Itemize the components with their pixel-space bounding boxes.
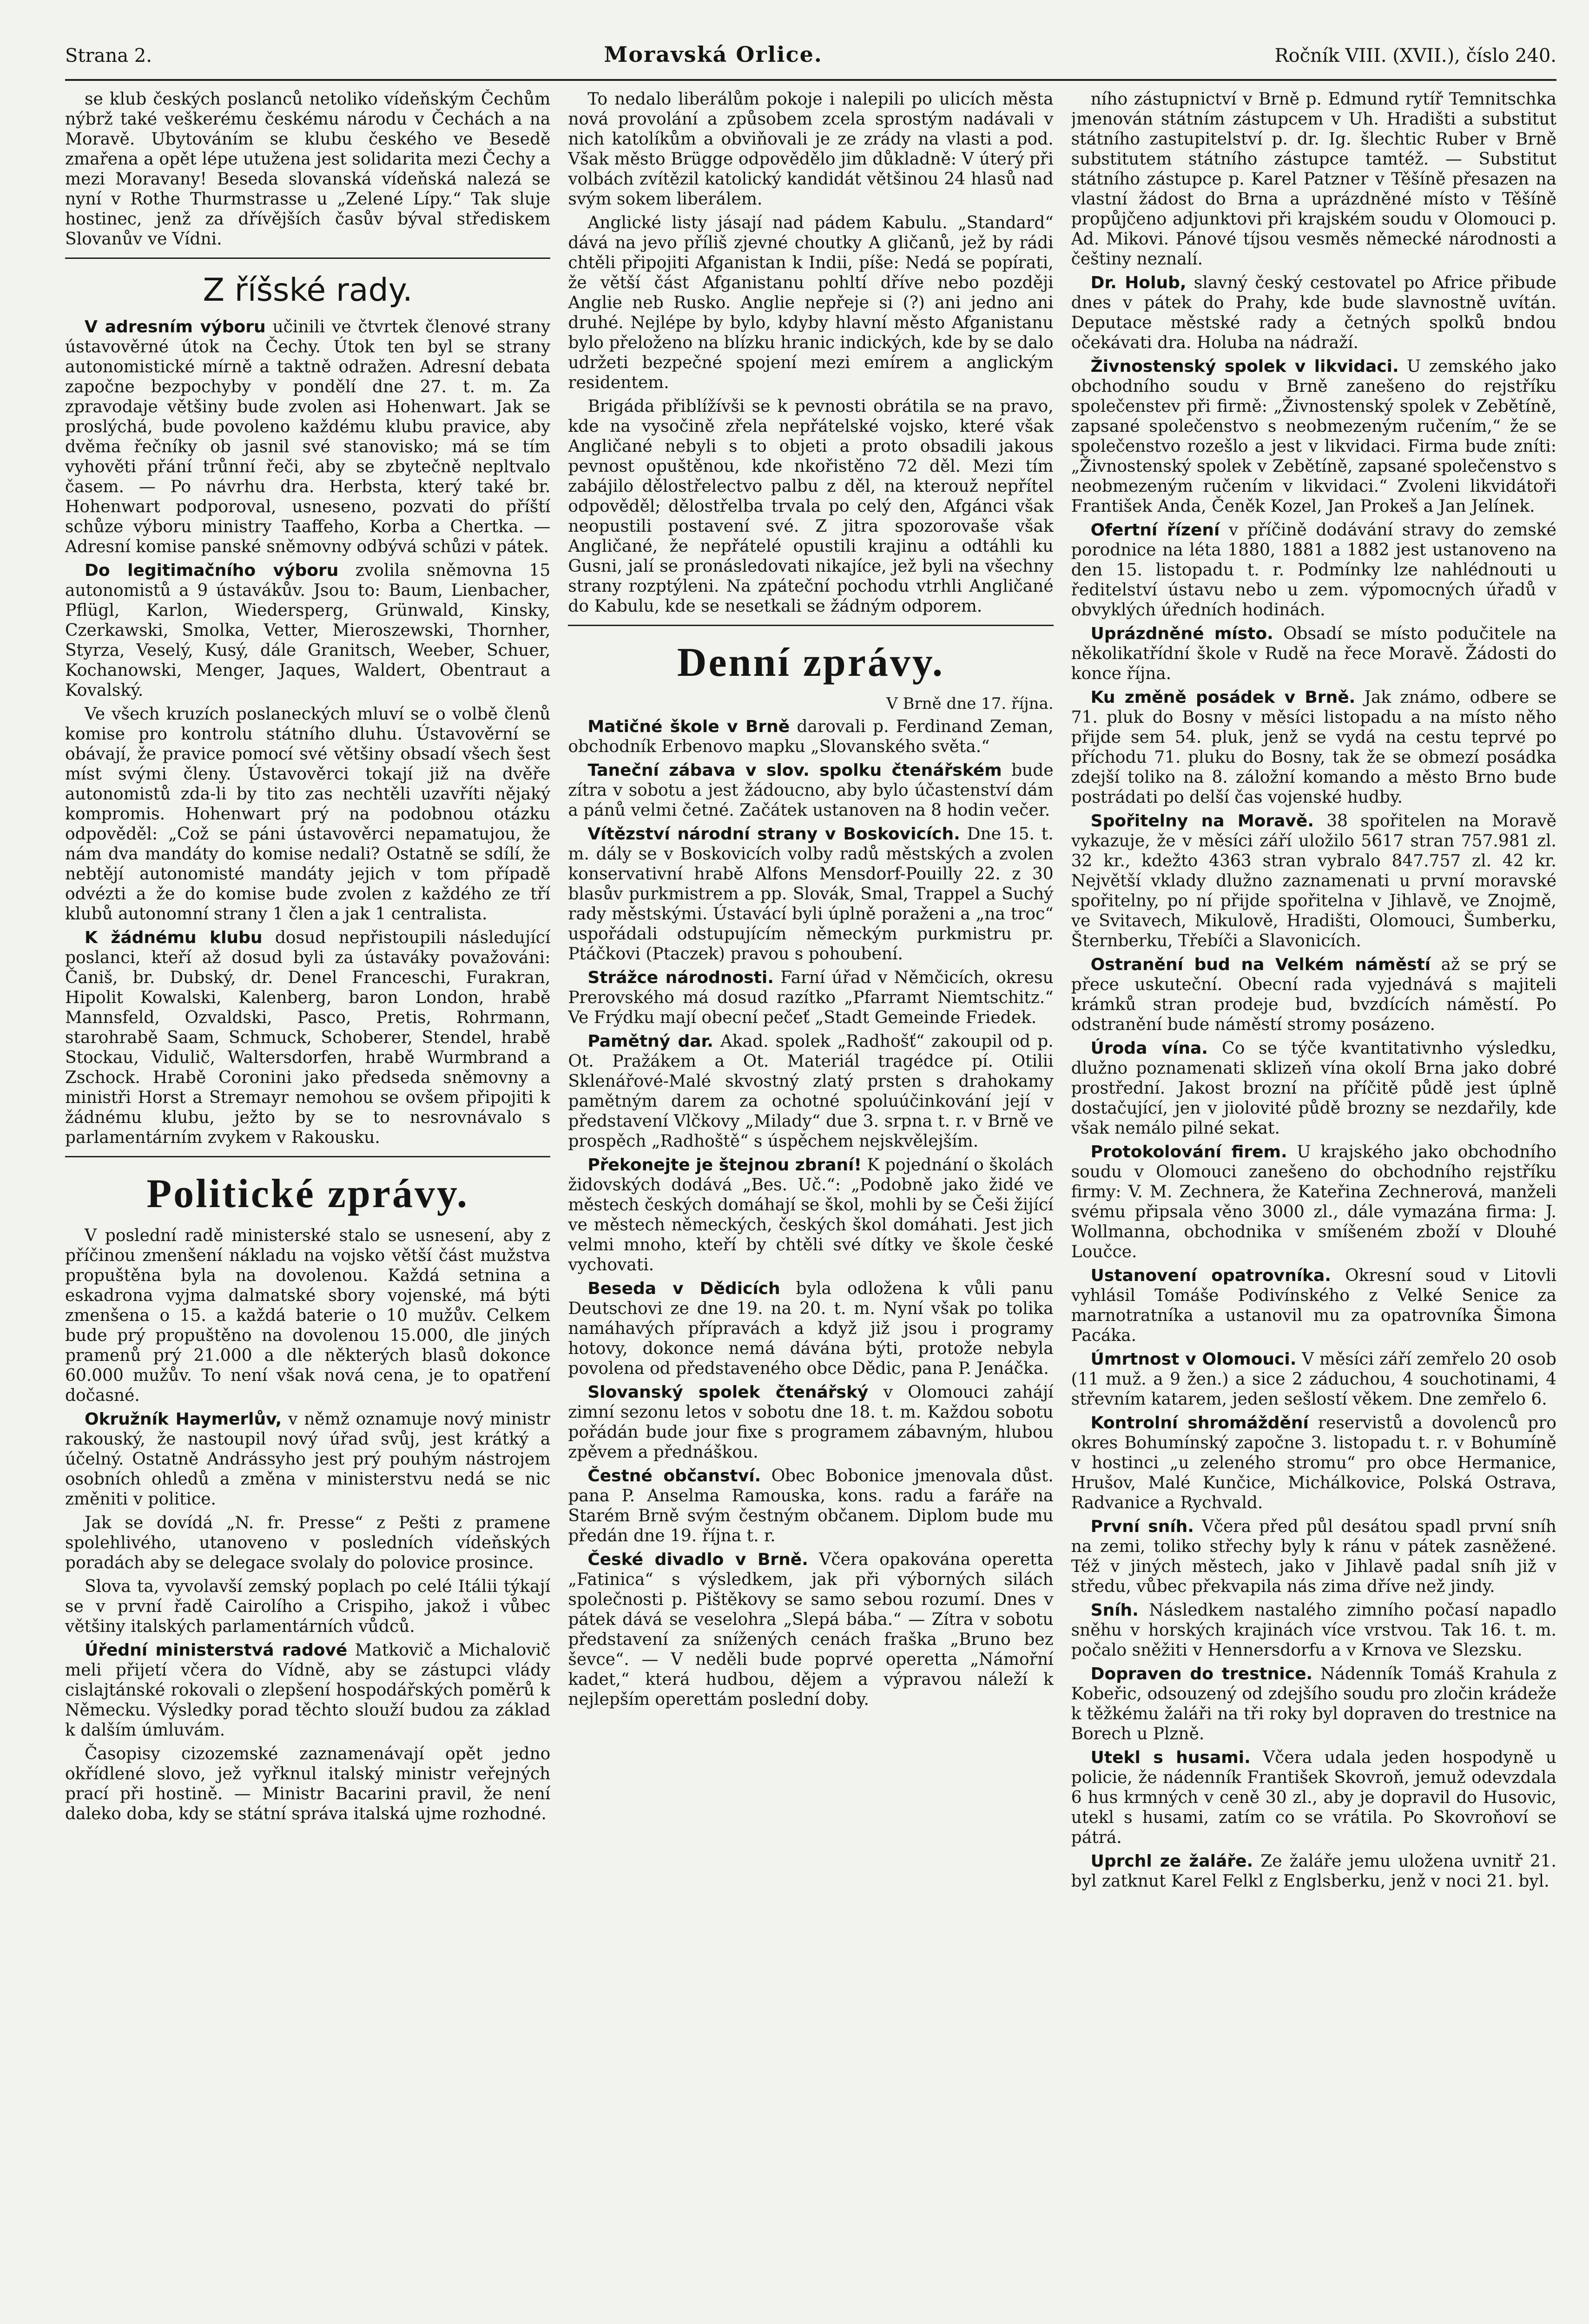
column-2 <box>568 89 1053 2324</box>
article-text: Ve všech kruzích poslaneckých mluví se o volbě členů komise pro kontrolu státního dluhu. Ústavověrní se obávají, že pravice pomocí své většiny obsadí všech šest míst svými členy. Ústavověrci tokají již na dvěře autonomistů zda-li by tito zas nechtěli uzavříti nějaký kompromis. Hohenwart prý na podobnou otázku odpověděl: „Což se páni ústavověrci nepamatujou, že nám dva mandáty do komise nedali? Ostatně se sdílí, že nebtějí autonomisté mandáty jejich v tom případě odvézti a že do komise bude zvolen z každého ze tří klubů autonomní strany 1 člen a jak 1 centralista. <box>65 705 551 924</box>
article-text: Uprchl ze žaláře. Ze žaláře jemu uložena uvnitř 21. byl zatknut Karel Felkl z Englsberku, jenž v noci 21. byl. <box>1071 1852 1556 1891</box>
article-text: Časopisy cizozemské zaznamenávají opět jedno okřídlené slovo, jež vyřknul italský ministr veřejných prací při hostině. — Ministr Bacarini pravil, že není daleko doba, kdy se státní správa italská ujme rozhodné. <box>65 1744 551 1823</box>
keyword: Utekl s husami. <box>1090 1748 1251 1767</box>
article-text: Beseda v Dědicích byla odložena k vůli panu Deutschovi ze dne 19. na 20. t. m. Nyní však po tolika namáhavých přípravách a když již jsou i programy hotovy, dokonce nemá dávána býti, protože nebyla povolena od představeného obce Dědic, pana P. Jenáčka. <box>568 1279 1054 1378</box>
article-text: Strážce národnosti. Farní úřad v Němčicích, okresu Prerovského má dosud razítko „Pfarramt Niemtschitz.“ Ve Frýdku mají obecní pečeť „Stadt Gemeinde Friedek. <box>568 968 1054 1027</box>
article-text: Pamětný dar. Akad. spolek „Radhošť“ zakoupil od p. Ot. Pražákem a Ot. Materiál tragédce pí. Otilii Sklenářové-Malé skvostný zlatý prsten s drahokamy pamětným darem za ochotné spoluúčinkování její v představení Vlčkovy „Milady“ due 3. srpna t. r. v Brně ve prospěch „Radhoště“ s úspěchem nejskvělejším. <box>568 1032 1054 1151</box>
keyword: Strážce národnosti. <box>587 968 774 987</box>
section-divider <box>65 257 550 259</box>
article-text: Slova ta, vyvolavší zemský poplach po celé Itálii týkají se v první řadě Cairolího a Crispiho, jakož i vůbec většiny italských parlamentárních vůdců. <box>65 1577 551 1636</box>
keyword: Matičné škole v Brně <box>587 717 790 736</box>
article-text: Spořitelny na Moravě. 38 spořitelen na Moravě vykazuje, že v měsíci září uložilo 5617 stran 757.981 zl. 32 kr., kdežto 4363 stran vybralo 847.757 zl. 42 kr. Největší vklady dlužno zaznamenati u první moravské spořitelny, po ní přijde spořitelna v Jihlavě, ve Znojmě, ve Svitavech, Mikulově, Hradišti, Olomouci, Šumberku, Šternberku, Třebíči a Slavonicích. <box>1071 812 1556 951</box>
article-text: Ostranění bud na Velkém náměstí až se prý se přece uskuteční. Obecní rada vyjednává s majiteli krámků stran prodeje bud, bvzdících náměstí. Po odstranění bude náměstí stromy posázeno. <box>1071 955 1556 1034</box>
article-text: Úmrtnost v Olomouci. V měsíci září zemřelo 20 osob (11 muž. a 9 žen.) a sice 2 záduchou, 4 souchotinami, 4 střevním katarem, jeden sešlostí věkem. Dne zemřelo 6. <box>1071 1350 1556 1409</box>
keyword: Čestné občanství. <box>587 1466 761 1486</box>
keyword: Dopraven do trestnice. <box>1090 1664 1313 1684</box>
keyword: Dr. Holub, <box>1090 273 1187 292</box>
dateline: V Brně dne 17. října. <box>886 694 1054 713</box>
article-text: Překonejte je štejnou zbraní! K pojednání o školách židovských dodává „Bes. Uč.“: „Podobně jako židé ve městech českých domáhají se škol, mohli by se Češi žijící ve městech německých, českých škol domáhati. Jest jich velmi mnoho, kteří by chtěli své dítky ve škole české vychovati. <box>568 1155 1054 1274</box>
keyword: V adresním výboru <box>85 317 266 337</box>
columns <box>65 89 1556 2324</box>
keyword: Slovanský spolek čtenářský <box>587 1383 869 1402</box>
article-text: Ku změně posádek v Brně. Jak známo, odbere se 71. pluk do Bosny v měsíci listopadu a na místo něho přijde sem 54. pluk, jenž se vydá na cestu teprvé po příchodu 71. pluku do Bosny, tak že se obmezí posádka zdejší toliko na 8. záložní komando a město Brno bude postrádati po delší čas vojenské hudby. <box>1071 688 1556 807</box>
article-text: Brigáda přiblížívši se k pevnosti obrátila se na pravo, kde na vysočině zřela nepřátelské vojsko, které však Angličané nebyli s to objeti a proto obsadili jakous pevnost opuštěnou, kde nkořistěno 72 děl. Mezi tím zabájilo dělostřelectvo palbu z děl, na kterouž nepřítel odpověděl; dělostřelba trvala po celý den, Afgánci však neopustili postavení své. Z jitra spozorovaše však Angličané, že nepřátelé opustili krajinu a odtáhli ku Gusni, jalí se pronásledovati nikajíce, jež byli na všechny strany rozptýleni. Na zpáteční pochodu vtrhli Angličané do Kabulu, kde se nesetkali se žádným odporem. <box>568 397 1054 616</box>
article-text: Úřední ministerstvá radové Matkovič a Michalovič meli přijetí včera do Vídně, aby se zástupci vlády cislajtánské rokovali o zlepšení hospodářských poměrů k Německu. Výsledky porad těchto slouží budou za základ k dalším úmluvám. <box>65 1641 551 1740</box>
article-text: Ofertní řízení v příčině dodávání stravy do zemské porodnice na léta 1880, 1881 a 1882 jest ustanoveno na den 15. listopadu t. r. Podmínky lze nahlédnouti u ředitelství ústavu nebo u zem. výpomocných úřadů v obvyklých úředních hodinách. <box>1071 521 1556 620</box>
article-text: Sníh. Následkem nastalého zimního počasí napadlo sněhu v horských krajinách více vrstvou. Tak 16. t. m. počalo sněžiti v Hennersdorfu a v Krnova ve Slezsku. <box>1071 1601 1556 1660</box>
keyword: České divadlo v Brně. <box>587 1550 808 1569</box>
keyword: Ostranění bud na Velkém náměstí <box>1090 955 1431 974</box>
article-text: V adresním výboru učinili ve čtvrtek členové strany ústavověrné útok na Čechy. Útok ten byl se strany autonomistické mírně a taktně odražen. Adresní debata započne bezpochyby v pondělí dne 27. t. m. Za zpravodaje většiny bude zvolen asi Hohenwart. Jak se proslýchá, bude povoleno každému klubu pravice, aby dvěma řečníky ob jasnil své stanovisko; má se tím vyhověti přání trůnní řeči, aby se zbytečně nepltvalo časem. — Po návrhu dra. Herbsta, který také br. Hohenwart podporoval, usneseno, pozvati do příští schůze výboru ministry Taaffeho, Korba a Chertka. — Adresní komise panské sněmovny odbývá schůzi v pátek. <box>65 317 551 556</box>
keyword: Kontrolní shromáždění <box>1090 1413 1309 1433</box>
keyword: Ofertní řízení <box>1090 521 1220 540</box>
article-text: Kontrolní shromáždění reservistů a dovolenců pro okres Bohumínský započne 3. listopadu t. r. v Bohumíně v hostinci „u zeleného stromu“ pro obce Hermanice, Hrušov, Malé Kunčice, Michálkovice, Polská Ostrava, Radvanice a Rychvald. <box>1071 1413 1556 1512</box>
keyword: Spořitelny na Moravě. <box>1090 812 1314 831</box>
article-text: Okružník Haymerlův, v němž oznamuje nový ministr rakouský, že nastoupil nový úřad svůj, jest krátký a účelný. Ostatně Andrássyho jest prý pouhým nástrojem osobních ohledů a změna v ministerstvu nedá se nic změniti v politice. <box>65 1410 551 1509</box>
issue-info: Ročník VIII. (XVII.), číslo 240. <box>1274 45 1556 66</box>
article-text: V poslední radě ministerské stalo se usnesení, aby z příčinou zmenšení nákladu na vojsko větší část mužstva propuštěna byla na dovolenou. Každá setnina a eskadrona vyjma dalmatské sbory vojenské, má býti zmenšena o 15. a každá baterie o 10 mužův. Celkem bude prý propuštěno na dovolenou 15.000, dle jiných pramenů prý 21.000 a dle některých blasů dokonce 60.000 mužův. To není však nová cena, je to opatření dočasné. <box>65 1226 551 1405</box>
keyword: Úmrtnost v Olomouci. <box>1090 1350 1297 1369</box>
article-text: To nedalo liberálům pokoje i nalepili po ulicích města nová provolání a způsobem zcela sprostým nadávali v nich katolíkům a obviňovali je ze zrády na vlasti a pod. Však město Brügge odpovědělo jim důkladně: V úterý při volbách zvítězil katolický kandidát většinou 24 hlasů nad svým sokem liberálem. <box>568 90 1054 209</box>
keyword: Uprchl ze žaláře. <box>1090 1852 1253 1871</box>
article-text: Dr. Holub, slavný český cestovatel po Africe přibude dnes v pátek do Prahy, kde bude slavnostně uvítán. Deputace městské rady a četných spolků bndou očekávati dra. Holuba na nádraží. <box>1071 273 1556 352</box>
keyword: Pamětný dar. <box>587 1032 713 1051</box>
article-text: se klub českých poslanců netoliko vídeňským Čechům nýbrž také veškerému českému národu v Čechách a na Moravě. Ubytováním se klubu českého ve Besedě zmařena a opět lépe utužena jest solidarita mezi Čechy a mezi Moravany! Beseda slovanská vídeňská nalezá se nyní v Rothe Thurmstrasse u „Zelené Lípy.“ Tak sluje hostinec, jenž za dřívějších časův býval střediskem Slovanův ve Vídni. <box>65 90 551 249</box>
article-text: Utekl s husami. Včera udala jeden hospodyně u policie, že nádenník František Skovroň, jemuž odevzdala 6 hus krmných v ceně 30 zl., aby je dopravil do Husovic, utekl s husami, zatím co se vrátila. Po Skovroňoví se pátrá. <box>1071 1748 1556 1847</box>
article-text: Do legitimačního výboru zvolila sněmovna 15 autonomistů a 9 ústavákův. Jsou to: Baum, Lienbacher, Pflügl, Karlon, Wiedersperg, Grünwald, Kinsky, Czerkawski, Smolka, Vetter, Mieroszewski, Thornher, Styrza, Veselý, Kusý, dále Granitsch, Weeber, Schuer, Kochanowski, Menger, Jaques, Waldert, Obentraut a Kovalský. <box>65 561 551 700</box>
article-text: ního zástupnictví v Brně p. Edmund rytíř Temnitschka jmenován státním zástupcem v Uh. Hradišti a substitut státního zastupitelství p. dr. Ig. šlechtic Ruber v Brně substitutem státního zástupce tamtéž. — Substitut státního zástupce p. Karel Patzner v Těšíně přesazen na vlastní žádost do Brna a uprázdněné místo v Těšíně propůjčeno adjunktovi při krajském soudu v Olomouci p. Ad. Mikovi. Pánové tíjsou vesměs německé národnosti a češtiny neznalí. <box>1071 90 1556 269</box>
article-text: Taneční zábava v slov. spolku čtenářském bude zítra v sobotu a jest žádoucno, aby bylo účastenství dám a pánů velmi četné. Začátek ustanoven na 8 hodin večer. <box>568 761 1054 820</box>
keyword: Živnostenský spolek v likvidaci. <box>1090 357 1399 376</box>
section-heading-politics: Politické zprávy. <box>146 1171 469 1216</box>
column-3 <box>1071 89 1556 2324</box>
article-text: Uprázdněné místo. Obsadí se místo podučitele na několikatřídní škole v Rudě na řece Moravě. Žádosti do konce října. <box>1071 624 1556 683</box>
keyword: Úřední ministerstvá radové <box>85 1641 348 1660</box>
article-text: Úroda vína. Co se týče kvantitativnho výsledku, dlužno poznamenati sklizeň vína okolí Brna jako dobré prostřední. Jakost brozní na příčitě půdě jest úplně dostačující, jen v jiolovité půdě brozny se nezdařily, kde však nemálo pilné sekat. <box>1071 1039 1556 1138</box>
keyword: Protokolování firem. <box>1090 1142 1287 1162</box>
keyword: První sníh. <box>1090 1517 1194 1536</box>
keyword: Taneční zábava v slov. spolku čtenářském <box>587 761 1002 780</box>
keyword: Beseda v Dědicích <box>587 1279 780 1298</box>
article-text: K žádnému klubu dosud nepřistoupili následující poslanci, kteří až dosud byli za ústaváky považováni: Čaniš, br. Dubský, dr. Denel Franceschi, Furakran, Hipolit Kowalski, Kalenberg, baron London, hrabě Mannsfeld, Ozvaldski, Pasco, Pretis, Rohrmann, starohrabě Saam, Schmuck, Schoberer, Stendel, hrabě Stockau, Vidulič, Waltersdorfen, hrabě Wurmbrand a Zschock. Hrabě Coronini jako předseda sněmovny a ministři Horst a Stremayr nemohou se ovšem připojiti k žádnému klubu, ježto by se to nesrovnávalo s parlamentárním zvykem v Rakousku. <box>65 928 551 1147</box>
section-heading-reichsrat: Z říšské rady. <box>203 272 413 309</box>
keyword: Překonejte je štejnou zbraní! <box>587 1155 862 1175</box>
section-divider <box>568 625 1053 626</box>
keyword: Uprázdněné místo. <box>1090 624 1273 643</box>
article-text: První sníh. Včera před půl desátou spadl první sníh na zemi, toliko střechy byly k ránu v pátek zasněžené. Též v jiných městech, jako v Jihlavě padal sníh již v středu, vůbec překvapila nás zima dříve než jindy. <box>1071 1517 1556 1596</box>
section-heading-daily-news: Denní zprávy. <box>677 640 945 685</box>
keyword: Vítězství národní strany v Boskovicích. <box>587 825 960 844</box>
article-text: Dopraven do trestnice. Nádenník Tomáš Krahula z Kobeřic, odsouzený od zdejšího soudu pro zločin krádeže k těžkému žaláři na tři roky byl dopraven do trestnice na Borech u Plzně. <box>1071 1664 1556 1743</box>
article-text: Jak se dovídá „N. fr. Presse“ z Pešti z pramene spolehlivého, utanoveno v posledních vídeňských poradách aby se delegace svolaly do polovice prosince. <box>65 1513 551 1572</box>
article-text: Slovanský spolek čtenářský v Olomouci zahájí zimní sezonu letos v sobotu dne 18. t. m. Každou sobotu pořádán bude jour fixe s programem zábavným, hlubou zpěvem a přednáškou. <box>568 1383 1054 1462</box>
column-1 <box>65 89 550 2324</box>
keyword: Do legitimačního výboru <box>85 561 339 580</box>
masthead-title: Moravská Orlice. <box>604 42 823 67</box>
article-text: Anglické listy jásají nad pádem Kabulu. „Standard“ dává na jevo příliš zjevné choutky A gličanů, jež by rádi chtěli připojiti Afganistan k Indii, píše: Nedá se popírati, že větší část Afganistanu pohltí dříve nebo později Anglie neb Rusko. Anglie nepřeje si (?) ani jedno ani druhé. Nejlépe by bylo, kdyby hlavní město Afganistanu bylo přeloženo na blízku hranic indických, kde by se dalo udržeti bezpečné spojení mezi emírem a anglickým residentem. <box>568 213 1054 392</box>
page-header <box>65 42 1556 81</box>
article-text: Živnostenský spolek v likvidaci. U zemského jako obchodního soudu v Brně zanešeno do rejstříku společenstev při firmě: „Živnostenský spolek v Zebětíně, zapsané společenstvo s neobmezeným ručením,“ že se společenstvo rozešlo a jest v likvidaci. Firma bude zníti: „Živnostenský spolek v Zebětíně, zapsané společenstvo s neobmezeným ručením v likvidaci.“ Zvoleni likvidátoři František Anda, Čeněk Kozel, Jan Prokeš a Jan Jelínek. <box>1071 357 1556 516</box>
article-text: České divadlo v Brně. Včera opakována operetta „Fatinica“ s výsledkem, jak při výborných silách společnosti p. Pištěkovy se samo sebou rozumí. Dnes v pátek dává se veselohra „Slepá bába.“ — Zítra v sobotu představení za snížených cenách fraška „Bruno bez ševce“. — V neděli bude poprvé operetta „Námořní kadet,“ která hudbou, dějem a výpravou náleží k nejlepším operettám poslední doby. <box>568 1550 1054 1709</box>
section-divider <box>65 1156 550 1157</box>
article-text: Protokolování firem. U krajského jako obchodního soudu v Olomouci zanešeno do obchodního rejstříku firmy: V. M. Zechnera, že Kateřina Zechnerová, manželi svému připsala věno 3000 zl., dále vymazána firma: J. Wollmanna, obchodnika v smíšeném zboží v Dlouhé Loučce. <box>1071 1142 1556 1261</box>
keyword: Ustanovení opatrovníka. <box>1090 1266 1332 1285</box>
article-text: Ustanovení opatrovníka. Okresní soud v Litovli vyhlásil Tomáše Podivínského z Velké Senice za marnotratníka a ustanovil mu za opatrovníka Šimona Pacáka. <box>1071 1266 1556 1345</box>
keyword: Sníh. <box>1090 1601 1139 1620</box>
keyword: K žádnému klubu <box>85 928 263 947</box>
keyword: Úroda vína. <box>1090 1039 1208 1058</box>
article-text: Čestné občanství. Obec Bobonice jmenovala důst. pana P. Anselma Ramouska, kons. radu a faráře na Starém Brně svým čestným občanem. Diplom bude mu předán dne 19. října t. r. <box>568 1466 1054 1545</box>
keyword: Okružník Haymerlův, <box>85 1410 282 1429</box>
keyword: Ku změně posádek v Brně. <box>1090 688 1356 707</box>
article-text: Matičné škole v Brně darovali p. Ferdinand Zeman, obchodník Erbenovo mapku „Slovanského světa.“ <box>568 717 1054 756</box>
page-number: Strana 2. <box>65 45 152 66</box>
article-text: Vítězství národní strany v Boskovicích. Dne 15. t. m. dály se v Boskovicích volby radů městských a zvolen konservativní hrabě Alfons Mensdorf-Pouilly 22. z 30 blasův purkmistrem a pp. Slovák, Smal, Trappel a Suchý rady městskými. Ústavácí byli úplně poraženi a „na troc“ uspořádali odstupujícím německým purkmistru pr. Ptáčkovi (Ptaczek) pravou s pohoubení. <box>568 825 1054 964</box>
